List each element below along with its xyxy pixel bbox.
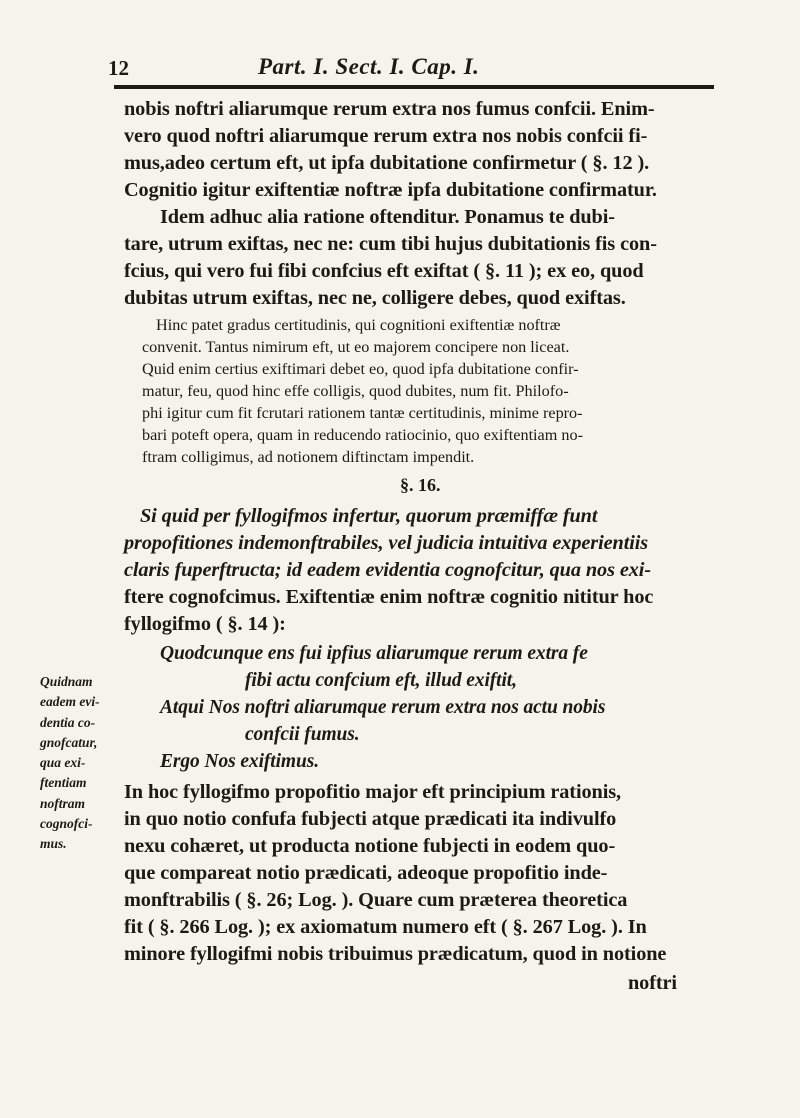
syllogism-major: Quodcunque ens fui ipfius aliarumque rerum extra fe [160,643,588,664]
text-line: Idem adhuc alia ratione oftenditur. Ponamus te dubi- [160,206,615,228]
margin-note-line: dentia co- [40,714,96,730]
text-line: monftrabilis ( §. 26; Log. ). Quare cum præterea theoretica [124,889,628,911]
text-line: in quo notio confufa fubjecti atque prædicati ita indivulfo [124,808,617,830]
text-line: phi igitur cum fit fcrutari rationem tantæ certitudinis, minime repro- [142,404,583,422]
syllogism-minor: Atqui Nos noftri aliarumque rerum extra nos actu nobis [160,697,606,718]
syllogism-minor-cont: confcii fumus. [245,724,360,745]
catchword: noftri [628,972,677,994]
margin-note [40,672,122,855]
margin-note-line: gnofcatur, [40,734,98,750]
text-line: bari poteft opera, quam in reducendo ratiocinio, quo exiftentiam no- [142,426,583,444]
text-line: propofitiones indemonftrabiles, vel judicia intuitiva experientiis [124,532,649,554]
margin-note-line: eadem evi- [40,694,100,710]
text-line: fcius, qui vero fui fibi confcius eft exiftat ( §. 11 ); ex eo, quod [124,260,644,282]
text-line: In hoc fyllogifmo propofitio major eft principium rationis, [124,781,621,803]
text-line: mus,adeo certum eft, ut ipfa dubitatione confirmetur ( §. 12 ). [124,152,650,174]
margin-note-line: Quidnam [40,674,93,689]
text-line: que compareat notio prædicati, adeoque propofitio inde- [124,862,608,884]
text-line: minore fyllogifmi nobis tribuimus prædicatum, quod in notione [124,943,667,965]
text-line: fit ( §. 266 Log. ); ex axiomatum numero eft ( §. 267 Log. ). In [124,916,647,938]
section-number: §. 16. [400,475,441,495]
syllogism-major-cont: fibi actu confcium eft, illud exiftit, [245,670,517,691]
text-line: ftram colligimus, ad notionem diftinctam impendit. [142,448,475,466]
margin-note-line: ftentiam [40,775,87,791]
text-line: claris fuperftructa; id eadem evidentia cognofcitur, qua nos exi- [124,559,651,581]
header-rule [114,85,714,89]
margin-note-line: cognofci- [40,816,93,832]
page-header [100,54,710,80]
text-line: Si quid per fyllogifmos infertur, quorum præmiffæ funt [140,505,598,527]
text-line: tare, utrum exiftas, nec ne: cum tibi hujus dubitationis fis con- [124,233,657,255]
text-line: nobis noftri aliarumque rerum extra nos fumus confcii. Enim- [124,98,655,120]
text-line: dubitas utrum exiftas, nec ne, colligere debes, quod exiftas. [124,287,626,309]
text-line: convenit. Tantus nimirum eft, ut eo majorem concipere non liceat. [142,338,570,356]
margin-note-line: mus. [40,836,67,852]
margin-note-line: noftram [40,795,86,811]
text-line: vero quod noftri aliarumque rerum extra nos nobis confcii fi- [124,125,648,147]
text-line: ftere cognofcimus. Exiftentiæ enim noftræ cognitio nititur hoc [124,586,654,608]
text-line: nexu cohæret, ut producta notione fubjecti in eodem quo- [124,835,616,857]
running-head: Part. I. Sect. I. Cap. I. [258,54,480,79]
text-line: matur, feu, quod hinc effe colligis, quod dubites, num fit. Philofo- [142,382,569,400]
syllogism-conclusion: Ergo Nos exiftimus. [160,751,319,772]
text-line: Cognitio igitur exiftentiæ noftræ ipfa dubitatione confirmatur. [124,179,657,201]
text-line: fyllogifmo ( §. 14 ): [124,613,286,635]
text-line: Quid enim certius exiftimari debet eo, quod ipfa dubitatione confir- [142,360,579,378]
page-number: 12 [108,56,129,80]
margin-note-line: qua exi- [40,755,86,771]
text-line: Hinc patet gradus certitudinis, qui cognitioni exiftentiæ noftræ [156,316,561,334]
